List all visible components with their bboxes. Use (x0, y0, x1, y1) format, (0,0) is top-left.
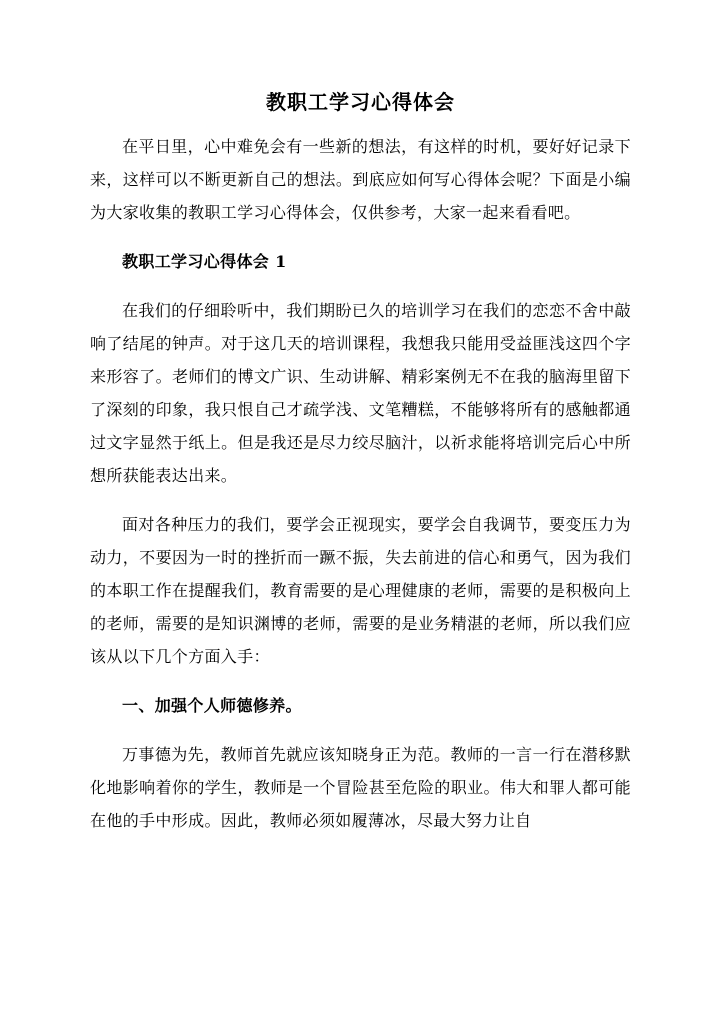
subheading-1: 一、加强个人师德修养。 (122, 696, 302, 715)
section-heading-1: 教职工学习心得体会 1 (122, 252, 287, 271)
body-paragraph-3: 万事德为先，教师首先就应该知晓身正为范。教师的一言一行在潜移默化地影响着你的学生，教师是一个冒险甚至危险的职业。伟大和罪人都可能在他的手中形成。因此，教师必须如履薄冰，尽最大努力让自 (90, 745, 631, 830)
body-paragraph-2: 面对各种压力的我们，要学会正视现实，要学会自我调节，要变压力为动力，不要因为一时的挫折而一蹶不振，失去前进的信心和勇气，因为我们的本职工作在提醒我们，教育需要的是心理健康的老师，需要的是积极向上的老师，需要的是知识渊博的老师，需要的是业务精湛的老师，所以我们应该从以下几个方面入手： (90, 515, 631, 666)
body-paragraph-1: 在我们的仔细聆听中，我们期盼已久的培训学习在我们的恋恋不舍中敲响了结尾的钟声。对于这几天的培训课程，我想我只能用受益匪浅这四个字来形容了。老师们的博文广识、生动讲解、精彩案例无不在我的脑海里留下了深刻的印象，我只恨自己才疏学浅、文笔糟糕，不能够将所有的感触都通过文字显然于纸上。但是我还是尽力绞尽脑汁，以祈求能将培训完后心中所想所获能表达出来。 (90, 301, 631, 485)
intro-paragraph: 在平日里，心中难免会有一些新的想法，有这样的时机，要好好记录下来，这样可以不断更新自己的想法。到底应如何写心得体会呢？下面是小编为大家收集的教职工学习心得体会，仅供参考，大家一起来看看吧。 (90, 137, 631, 222)
document-title: 教职工学习心得体会 (266, 90, 455, 114)
